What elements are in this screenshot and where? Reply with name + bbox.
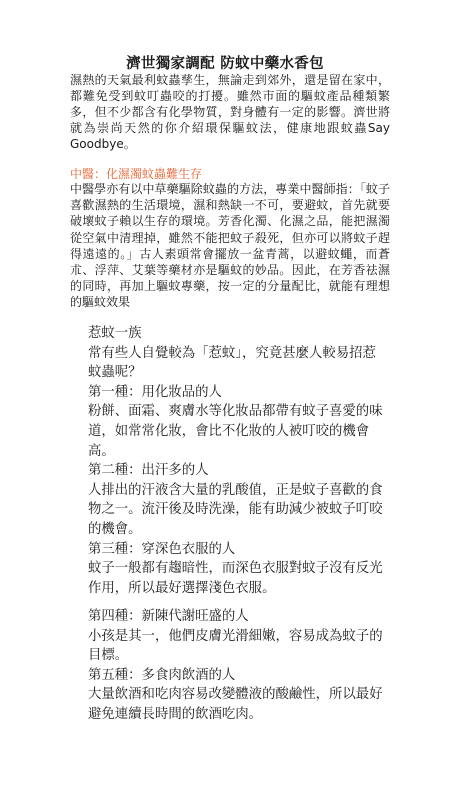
intro-paragraph: 濕熱的天氣最利蚊蟲孳生，無論走到郊外，還是留在家中，都難免受到蚊叮蟲咬的打擾。雖然市面的驅蚊產品種類繁多，但不少都含有化學物質，對身體有一定的影響。濟世將就為崇尚天然的你介紹環保驅蚊法，健康地跟蚊蟲Say Goodbye。 xyxy=(70,73,390,151)
types-intro: 常有些人自覺較為「惹蚊」，究竟甚麼人較易招惹蚊蟲呢？ xyxy=(88,345,376,381)
type5-body: 大量飲酒和吃肉容易改變體液的酸鹼性，所以最好避免連續長時間的飲酒吃肉。 xyxy=(88,687,383,722)
type4-body: 小孩是其一，他們皮膚光滑細嫩，容易成為蚊子的目標。 xyxy=(88,628,383,664)
tcm-paragraph: 中醫學亦有以中草藥驅除蚊蟲的方法，專業中醫師指：「蚊子喜歡濕熱的生活環境，濕和熱缺一不可，要避蚊，首先就要破壞蚊子賴以生存的環境。芳香化濁、化濕之品，能把濕濁從空氣中清理掉，雖然不能把蚊子殺死，但亦可以將蚊子趕得遠遠的。」古人素頭常會擺放一盆青蒿，以避蚊蠅，而蒼朮、浮萍、艾葉等藥材亦是驅蚊的妙品。因此，在芳香祛濕的同時，再加上驅蚊專藥，按一定的分量配比，就能有理想的驅蚊效果 xyxy=(70,182,390,310)
section-heading: 中醫：化濕濁蚊蟲難生存 xyxy=(70,167,203,181)
type1-body: 粉餅、面霜、爽膚水等化妝品都帶有蚊子喜愛的味道，如常常化妝，會比不化妝的人被叮咬的機會高。 xyxy=(88,404,383,459)
type3-title: 第三種：穿深色衣服的人 xyxy=(88,541,236,557)
type1-title: 第一種：用化妝品的人 xyxy=(88,384,222,400)
mosquito-types-block-2 xyxy=(88,607,388,725)
type2-title: 第二種：出汗多的人 xyxy=(88,463,209,479)
type3-body: 蚊子一般都有趨暗性，而深色衣服對蚊子沒有反光作用，所以最好選擇淺色衣服。 xyxy=(88,561,383,596)
type5-title: 第五種：多食肉飲酒的人 xyxy=(88,667,236,683)
mosquito-types-block xyxy=(88,324,388,598)
types-heading: 惹蚊一族 xyxy=(88,326,142,341)
type4-title: 第四種：新陳代謝旺盛的人 xyxy=(88,609,249,624)
article-title: 濟世獨家調配 防蚊中藥水香包 xyxy=(126,56,324,72)
type2-body: 人排出的汗液含大量的乳酸值，正是蚊子喜歡的食物之一。流汗後及時洗澡，能有助減少被蚊子叮咬的機會。 xyxy=(88,482,383,537)
